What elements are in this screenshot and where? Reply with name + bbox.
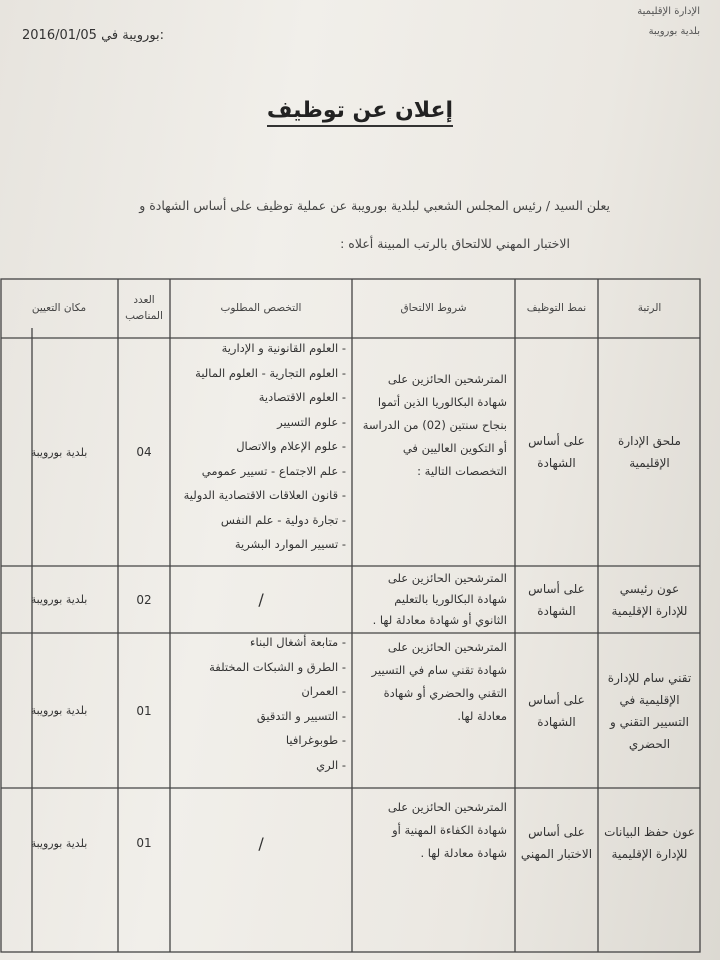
specialty-item: - علوم التسيير — [277, 414, 346, 429]
row4-specialty-empty: / — [258, 833, 264, 853]
header-specialty: التخصص المطلوب — [220, 302, 302, 314]
row3-conditions: المترشحين الحائزين على شهادة تقني سام في التسيير التقني والحضري أو شهادة معادلة لها. — [371, 640, 507, 723]
row1-place: بلدية بورويبة — [30, 445, 88, 459]
row1-conditions: المترشحين الحائزين على شهادة البكالوريا الذين أتموا بنجاح سنتين (02) من الدراسة أو التكوين العاليين في التخصصات التالية : — [362, 372, 507, 478]
row2-specialty-empty: / — [258, 590, 264, 609]
row4-grade: عون حفظ البيانات للإدارة الإقليمية — [604, 825, 695, 861]
row3-specialties — [170, 630, 352, 788]
issuing-authority — [637, 2, 700, 42]
header-place: مكان التعيين — [31, 302, 87, 314]
date-line — [22, 28, 172, 43]
row1-specialties — [170, 336, 352, 566]
row3-grade: تقني سام للإدارة الإقليمية في التسيير التقني و الحضري — [607, 670, 692, 751]
row4-place: بلدية بورويبة — [30, 836, 88, 850]
row1-grade: ملحق الإدارة الإقليمية — [618, 434, 681, 470]
specialty-item: - علم الاجتماع - تسيير عمومي — [201, 463, 346, 478]
row3-count: 01 — [136, 703, 152, 718]
specialty-item: - العمران — [301, 684, 346, 698]
row4-conditions: المترشحين الحائزين على شهادة الكفاءة المهنية أو شهادة معادلة لها . — [387, 800, 507, 860]
header-count: العدد المناصب — [125, 294, 163, 322]
row2-mode: على أساس الشهادة — [528, 581, 585, 618]
date-label: بورويبة في: — [101, 28, 165, 43]
intro-line-2: الاختبار المهني للالتحاق بالرتب المبينة أعلاه : — [340, 236, 570, 251]
specialty-item: - الري — [316, 757, 346, 772]
row3-place: بلدية بورويبة — [30, 704, 88, 717]
specialty-item: - متابعة أشغال البناء — [250, 635, 346, 649]
row2-conditions: المترشحين الحائزين على شهادة البكالوريا بالتعليم الثانوي أو شهادة معادلة لها . — [372, 571, 507, 627]
row2-grade: عون رئيسي للإدارة الإقليمية — [611, 581, 688, 618]
row1-mode: على أساس الشهادة — [528, 434, 585, 470]
positions-table — [0, 278, 701, 954]
row4-mode: على أساس الاختبار المهني — [520, 825, 593, 861]
specialty-item: - العلوم التجارية - العلوم المالية — [195, 365, 346, 380]
specialty-item: - الطرق و الشبكات المختلفة — [209, 659, 346, 674]
header-conditions: شروط الالتحاق — [400, 302, 467, 314]
specialty-item: - تسيير الموارد البشرية — [234, 537, 346, 551]
specialty-item: - التسيير و التدقيق — [256, 708, 346, 723]
specialty-item: - العلوم الاقتصادية — [258, 390, 346, 404]
header-mode: نمط التوظيف — [526, 302, 587, 314]
org-line-1: الإدارة الإقليمية — [637, 6, 700, 17]
intro-line-1: يعلن السيد / رئيس المجلس الشعبي لبلدية بورويبة عن عملية توظيف على أساس الشهادة و — [139, 198, 610, 213]
row3-mode: على أساس الشهادة — [528, 692, 585, 729]
row2-place: بلدية بورويبة — [30, 593, 88, 606]
header-grade: الرتبة — [637, 302, 662, 314]
page-title: إعلان عن توظيف — [0, 98, 720, 123]
specialty-item: - علوم الإعلام والاتصال — [236, 439, 346, 453]
specialty-item: - العلوم القانونية و الإدارية — [221, 341, 346, 355]
row4-count: 01 — [136, 836, 152, 850]
date-value: 2016/01/05 — [22, 28, 97, 43]
specialty-item: - قانون العلاقات الاقتصادية الدولية — [183, 488, 346, 502]
row1-count: 04 — [136, 445, 152, 459]
specialty-item: - تجارة دولية - علم النفس — [220, 512, 346, 527]
row2-count: 02 — [136, 592, 152, 607]
specialty-item: - طوبوغرافيا — [285, 733, 346, 747]
org-line-2: بلدية بورويبة — [648, 26, 700, 37]
